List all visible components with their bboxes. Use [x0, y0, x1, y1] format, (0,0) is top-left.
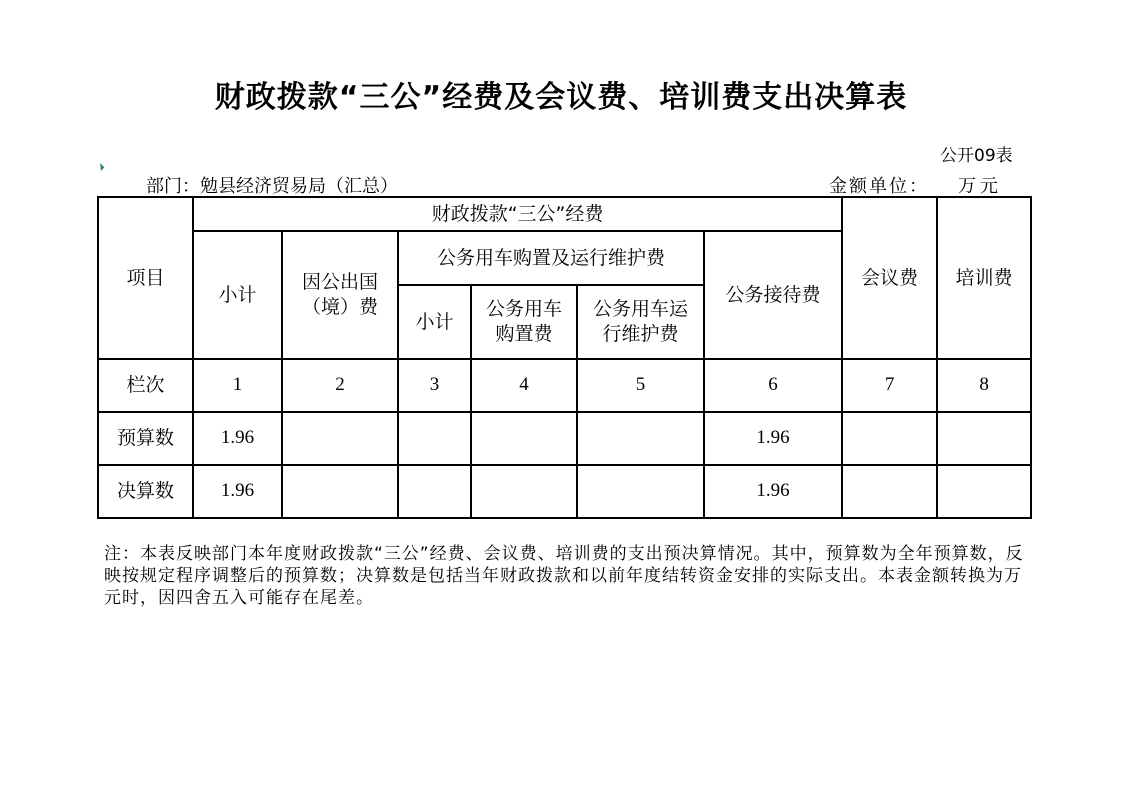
column-number: 4 [471, 359, 577, 412]
form-code: 公开09表 [940, 146, 1013, 166]
column-number: 7 [842, 359, 937, 412]
page-title: 财政拨款“三公”经费及会议费、培训费支出决算表 [214, 80, 908, 115]
table-row [98, 465, 1031, 518]
column-number: 3 [398, 359, 471, 412]
column-number: 6 [704, 359, 842, 412]
footnote: 注：本表反映部门本年度财政拨款“三公”经费、会议费、培训费的支出预决算情况。其中，预算数为全年预算数，反映按规定程序调整后的预算数；决算数是包括当年财政拨款和以前年度结转资金安排的实际支出。本表金额转换为万元时，因四舍五入可能存在尾差。 [104, 544, 1024, 608]
column-number: 8 [937, 359, 1031, 412]
table-cell [842, 412, 937, 465]
table-cell: 1.96 [193, 465, 282, 518]
table-cell [282, 412, 398, 465]
column-number-row [98, 359, 1031, 412]
amount-unit-label: 金额单位： [829, 176, 929, 197]
column-number: 1 [193, 359, 282, 412]
header-abroad: 因公出国（境）费 [282, 231, 398, 359]
table-cell [937, 465, 1031, 518]
header-reception: 公务接待费 [704, 231, 842, 359]
table-cell: 1.96 [704, 412, 842, 465]
table-cell [577, 465, 704, 518]
table-cell [937, 412, 1031, 465]
expenditure-table [97, 196, 1032, 519]
table-cell [471, 412, 577, 465]
column-number: 2 [282, 359, 398, 412]
header-subtotal: 小计 [193, 231, 282, 359]
table-cell [577, 412, 704, 465]
header-meeting: 会议费 [842, 197, 937, 359]
row-label-budget: 预算数 [98, 412, 193, 465]
department-label: 部门：勉县经济贸易局（汇总） [146, 176, 398, 197]
header-vehicle-subtotal: 小计 [398, 285, 471, 359]
amount-unit-value: 万元 [958, 176, 1002, 197]
table-row [98, 412, 1031, 465]
header-vehicle-purchase: 公务用车购置费 [471, 285, 577, 359]
cell-comment-marker [97, 163, 105, 171]
column-number: 5 [577, 359, 704, 412]
table-cell [282, 465, 398, 518]
row-label-final: 决算数 [98, 465, 193, 518]
table-cell [471, 465, 577, 518]
table-cell [398, 465, 471, 518]
header-vehicle-group: 公务用车购置及运行维护费 [398, 231, 704, 285]
column-number-label: 栏次 [98, 359, 193, 412]
table-cell [398, 412, 471, 465]
table-cell: 1.96 [193, 412, 282, 465]
header-sangong-group: 财政拨款“三公”经费 [193, 197, 842, 231]
header-vehicle-operation: 公务用车运行维护费 [577, 285, 704, 359]
table-cell: 1.96 [704, 465, 842, 518]
header-training: 培训费 [937, 197, 1031, 359]
header-item: 项目 [98, 197, 193, 359]
table-cell [842, 465, 937, 518]
